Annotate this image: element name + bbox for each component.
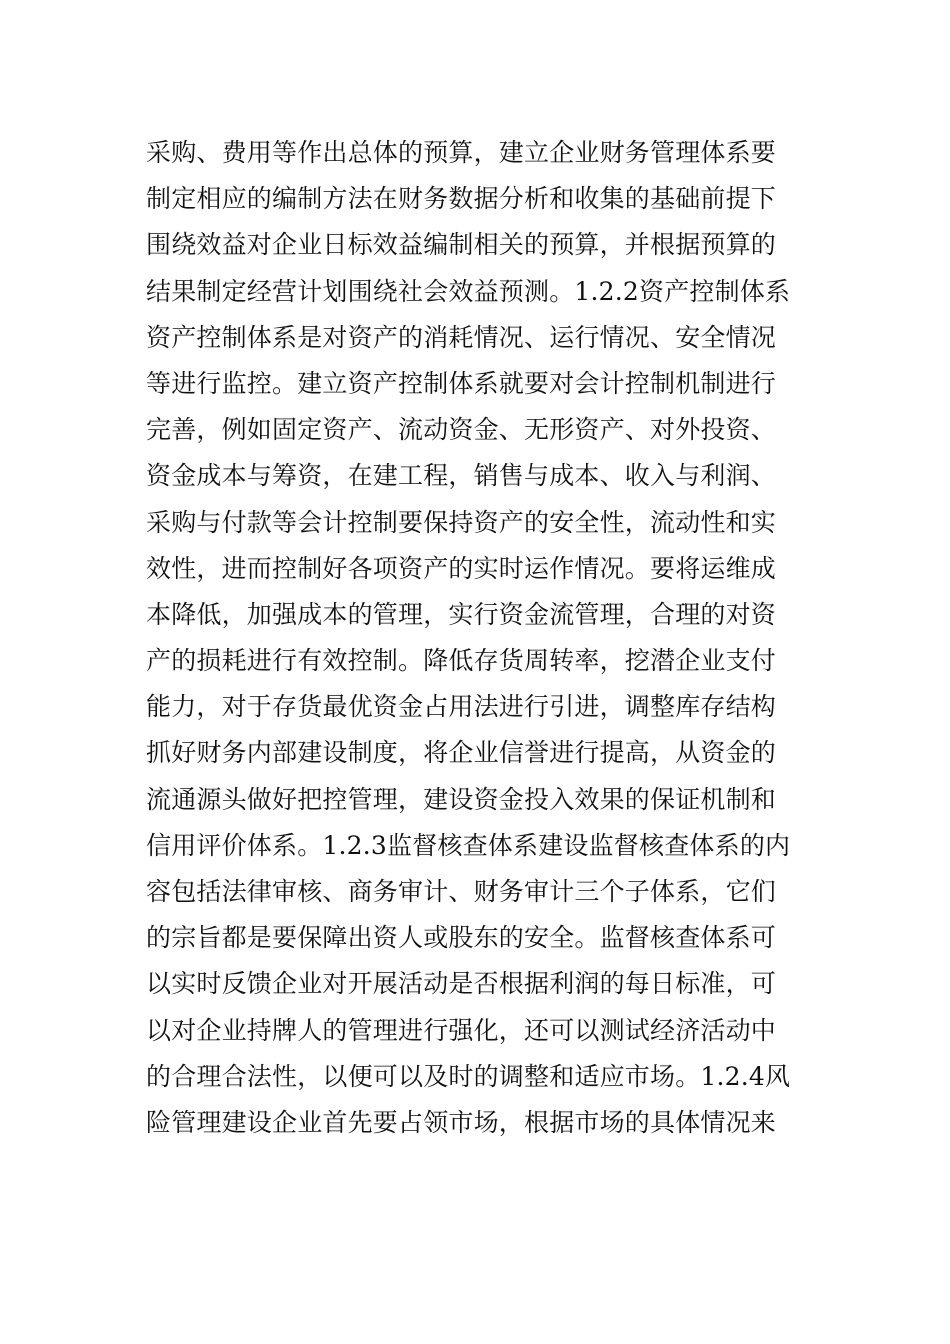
text-line: 资金成本与筹资，在建工程，销售与成本、收入与利润、	[146, 461, 777, 491]
text-line: 以对企业持牌人的管理进行强化，还可以测试经济活动中	[146, 1015, 777, 1045]
text-line: 等进行监控。建立资产控制体系就要对会计控制机制进行	[146, 368, 777, 398]
text-line: 本降低，加强成本的管理，实行资金流管理，合理的对资	[146, 599, 777, 629]
text-line: 完善，例如固定资产、流动资金、无形资产、对外投资、	[146, 415, 777, 445]
text-line: 险管理建设企业首先要占领市场，根据市场的具体情况来	[146, 1107, 777, 1137]
text-line: 制定相应的编制方法在财务数据分析和收集的基础前提下	[146, 184, 777, 214]
text-line: 的合理合法性，以便可以及时的调整和适应市场。1.2.4风	[146, 1061, 791, 1091]
text-line: 的宗旨都是要保障出资人或股东的安全。监督核查体系可	[146, 923, 777, 953]
text-line: 采购、费用等作出总体的预算，建立企业财务管理体系要	[146, 138, 777, 167]
text-line: 围绕效益对企业日标效益编制相关的预算，并根据预算的	[146, 230, 777, 260]
text-line: 容包括法律审核、商务审计、财务审计三个子体系，它们	[146, 877, 777, 906]
body-text	[146, 130, 816, 1146]
text-line: 能力，对于存货最优资金占用法进行引进，调整库存结构	[146, 692, 777, 722]
text-line: 效性，进而控制好各项资产的实时运作情况。要将运维成	[146, 553, 777, 583]
text-line: 以实时反馈企业对开展活动是否根据利润的每日标准，可	[146, 969, 777, 999]
text-line: 结果制定经营计划围绕社会效益预测。1.2.2资产控制体系	[146, 276, 791, 306]
text-line: 资产控制体系是对资产的消耗情况、运行情况、安全情况	[146, 322, 777, 352]
text-line: 抓好财务内部建设制度，将企业信誉进行提高，从资金的	[146, 738, 777, 768]
text-line: 产的损耗进行有效控制。降低存货周转率，挖潜企业支付	[146, 646, 777, 676]
text-line: 采购与付款等会计控制要保持资产的安全性，流动性和实	[146, 507, 777, 537]
text-line: 信用评价体系。1.2.3监督核查体系建设监督核查体系的内	[146, 830, 791, 860]
text-line: 流通源头做好把控管理，建设资金投入效果的保证机制和	[146, 784, 777, 814]
